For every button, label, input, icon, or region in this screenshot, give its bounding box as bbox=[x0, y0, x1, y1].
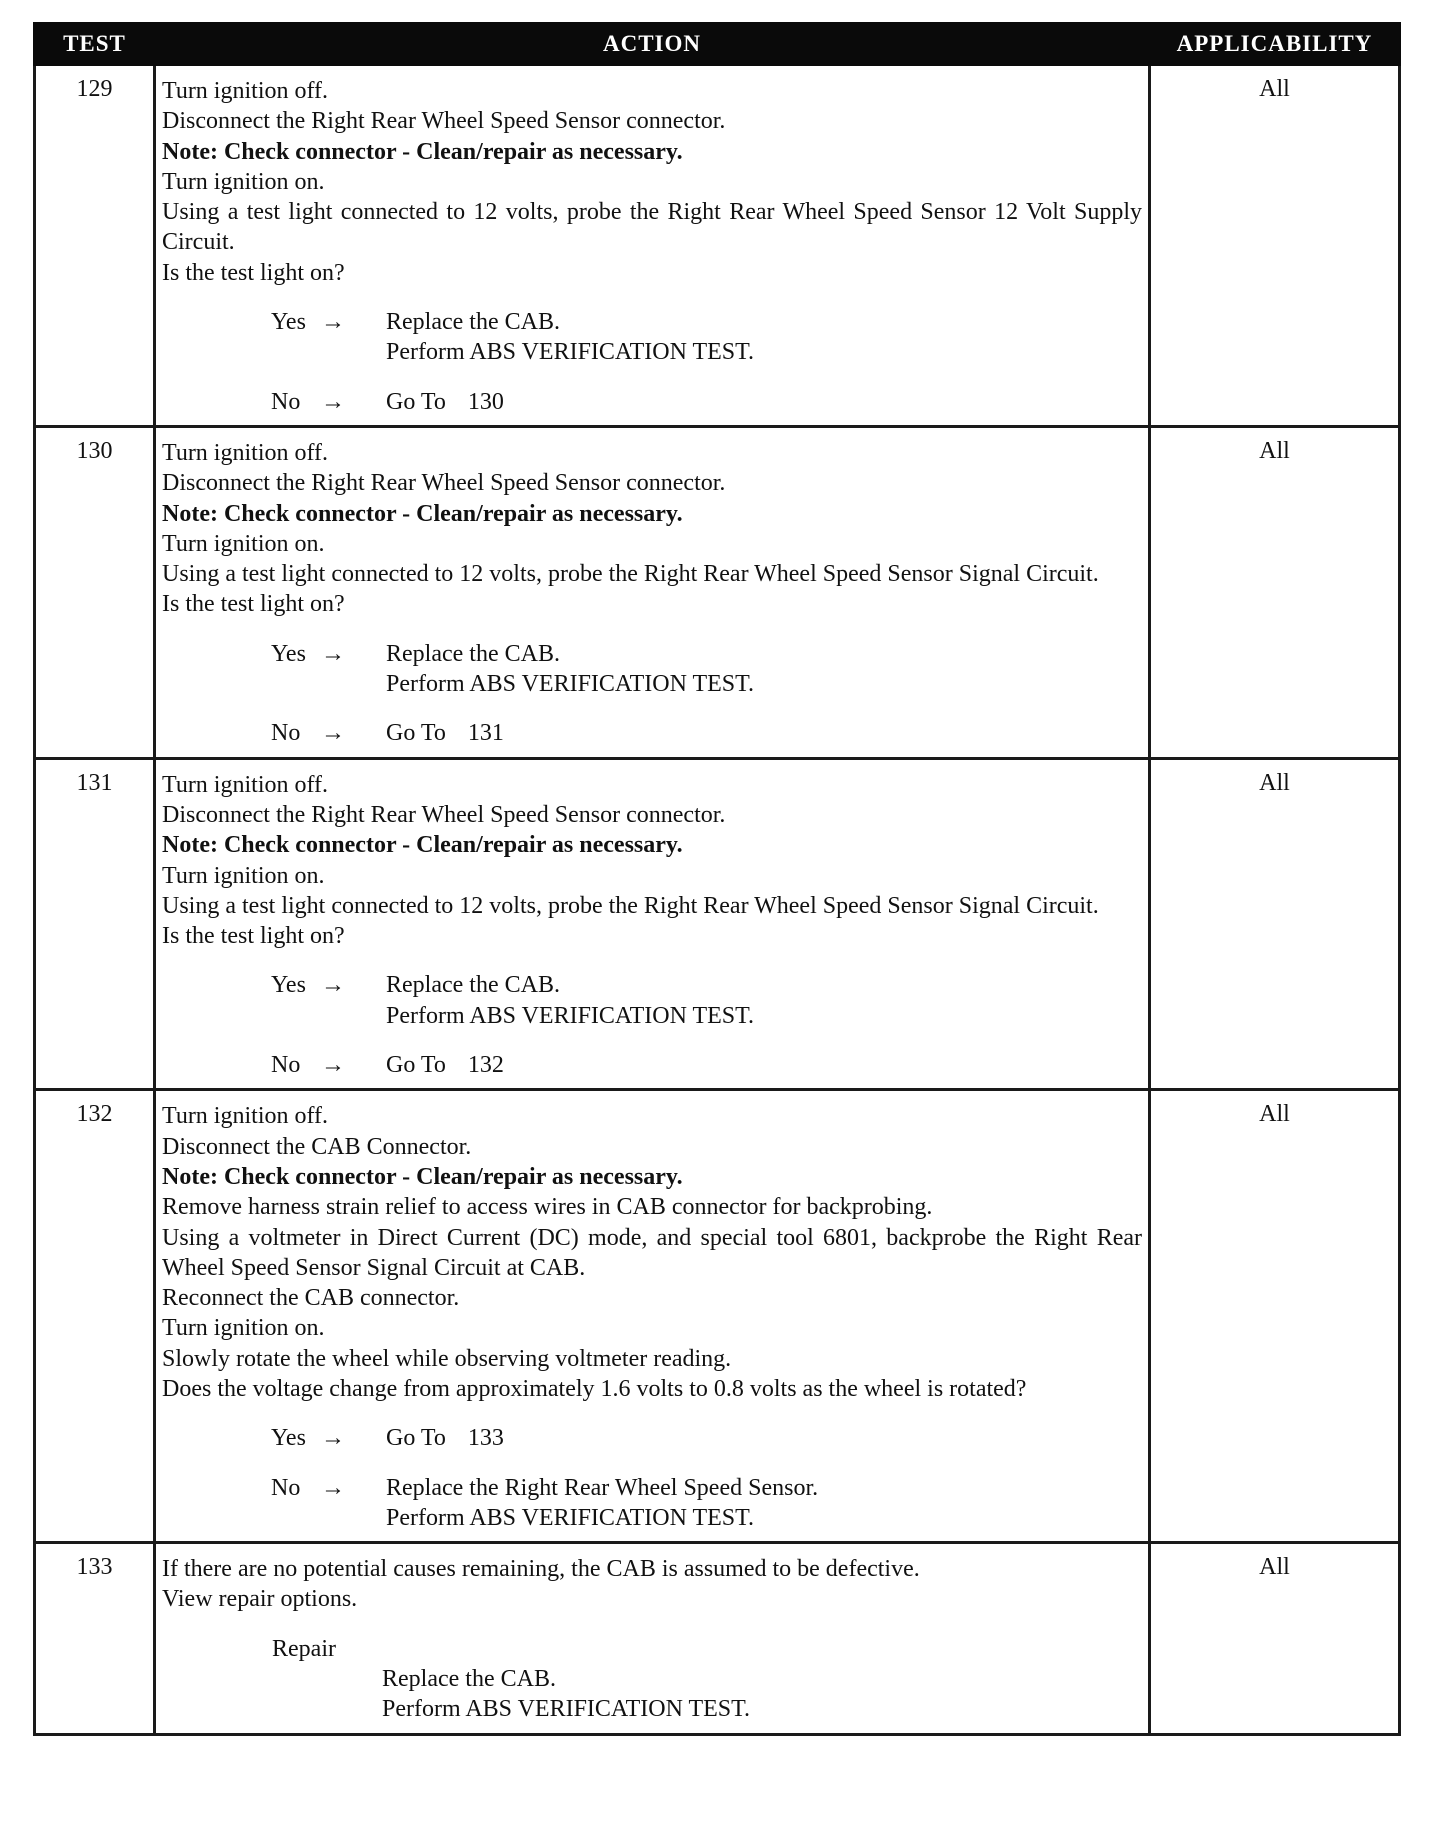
step: Disconnect the Right Rear Wheel Speed Sensor connector. bbox=[162, 801, 726, 828]
goto-label: Go To bbox=[386, 720, 446, 747]
test-number: 132 bbox=[35, 1090, 155, 1543]
applicability: All bbox=[1150, 65, 1400, 427]
test-number: 129 bbox=[35, 65, 155, 427]
no-branch bbox=[271, 387, 1142, 417]
no-label: No bbox=[271, 388, 301, 415]
goto-label: Go To bbox=[386, 1052, 446, 1079]
repair-label: Repair bbox=[272, 1635, 336, 1662]
result-line: Replace the CAB. bbox=[386, 972, 560, 999]
test-number: 133 bbox=[35, 1543, 155, 1735]
result-line: Perform ABS VERIFICATION TEST. bbox=[382, 1696, 751, 1723]
yes-result bbox=[386, 1423, 1142, 1453]
no-label: No bbox=[271, 1474, 301, 1501]
question: Does the voltage change from approximately 1.6 volts to 0.8 volts as the wheel is rotated? bbox=[162, 1375, 1027, 1402]
diagnostic-test-table bbox=[33, 22, 1401, 1736]
result-line: Replace the CAB. bbox=[382, 1666, 556, 1693]
applicability: All bbox=[1150, 1543, 1400, 1735]
action-cell bbox=[155, 758, 1150, 1090]
yes-label: Yes bbox=[271, 640, 306, 667]
note: Note: Check connector - Clean/repair as necessary. bbox=[162, 138, 683, 165]
header-applicability: APPLICABILITY bbox=[1150, 24, 1400, 65]
action-cell bbox=[155, 1543, 1150, 1735]
yes-branch bbox=[271, 639, 1142, 700]
step: Turn ignition on. bbox=[162, 862, 325, 889]
applicability: All bbox=[1150, 758, 1400, 1090]
result-line: Replace the CAB. bbox=[386, 309, 560, 336]
note: Note: Check connector - Clean/repair as necessary. bbox=[162, 500, 683, 527]
note: Note: Check connector - Clean/repair as necessary. bbox=[162, 1163, 683, 1190]
note: Note: Check connector - Clean/repair as necessary. bbox=[162, 832, 683, 859]
right-arrow-icon: → bbox=[321, 720, 345, 747]
question: Is the test light on? bbox=[162, 259, 345, 286]
step: Slowly rotate the wheel while observing voltmeter reading. bbox=[162, 1345, 732, 1372]
no-label: No bbox=[271, 720, 301, 747]
result-line: Perform ABS VERIFICATION TEST. bbox=[386, 671, 755, 698]
header-action: ACTION bbox=[155, 24, 1150, 65]
step: Turn ignition on. bbox=[162, 530, 325, 557]
yes-result bbox=[386, 307, 1142, 368]
yes-branch bbox=[271, 307, 1142, 368]
test-number: 130 bbox=[35, 426, 155, 758]
no-branch bbox=[271, 1473, 1142, 1534]
test-number: 131 bbox=[35, 758, 155, 1090]
yes-result bbox=[386, 970, 1142, 1031]
right-arrow-icon: → bbox=[321, 972, 345, 999]
test-row-133 bbox=[35, 1543, 1400, 1735]
yes-label: Yes bbox=[271, 972, 306, 999]
step: Turn ignition on. bbox=[162, 168, 325, 195]
step: Disconnect the Right Rear Wheel Speed Sensor connector. bbox=[162, 108, 726, 135]
no-label: No bbox=[271, 1052, 301, 1079]
result-line: Perform ABS VERIFICATION TEST. bbox=[386, 339, 755, 366]
step: Using a test light connected to 12 volts, probe the Right Rear Wheel Speed Sensor 12 Volt Supply Circuit. bbox=[162, 199, 1142, 256]
step: Turn ignition off. bbox=[162, 1103, 329, 1130]
test-row-130 bbox=[35, 426, 1400, 758]
goto-target: 133 bbox=[467, 1425, 504, 1452]
step: Turn ignition off. bbox=[162, 439, 329, 466]
no-result bbox=[386, 1050, 1142, 1080]
yes-label: Yes bbox=[271, 309, 306, 336]
header-test: TEST bbox=[35, 24, 155, 65]
step: View repair options. bbox=[162, 1586, 358, 1613]
test-row-131 bbox=[35, 758, 1400, 1090]
yes-result bbox=[386, 639, 1142, 700]
step: Disconnect the CAB Connector. bbox=[162, 1133, 472, 1160]
goto-target: 131 bbox=[467, 720, 504, 747]
step: Remove harness strain relief to access wires in CAB connector for backprobing. bbox=[162, 1194, 933, 1221]
yes-branch bbox=[271, 1423, 1142, 1453]
header-row bbox=[35, 24, 1400, 65]
no-result bbox=[386, 1473, 1142, 1534]
result-line: Replace the CAB. bbox=[386, 640, 560, 667]
step: Using a test light connected to 12 volts, probe the Right Rear Wheel Speed Sensor Signal Circuit. bbox=[162, 561, 1099, 588]
no-result bbox=[386, 718, 1142, 748]
right-arrow-icon: → bbox=[321, 1052, 345, 1079]
step: Disconnect the Right Rear Wheel Speed Sensor connector. bbox=[162, 470, 726, 497]
action-cell bbox=[155, 426, 1150, 758]
no-result bbox=[386, 387, 1142, 417]
yes-branch bbox=[271, 970, 1142, 1031]
test-row-132 bbox=[35, 1090, 1400, 1543]
step: Turn ignition on. bbox=[162, 1315, 325, 1342]
applicability: All bbox=[1150, 426, 1400, 758]
question: Is the test light on? bbox=[162, 591, 345, 618]
right-arrow-icon: → bbox=[321, 1474, 345, 1501]
result-line: Perform ABS VERIFICATION TEST. bbox=[386, 1002, 755, 1029]
result-line: Replace the Right Rear Wheel Speed Sensor. bbox=[386, 1474, 819, 1501]
step: Using a test light connected to 12 volts, probe the Right Rear Wheel Speed Sensor Signal Circuit. bbox=[162, 892, 1099, 919]
step: Turn ignition off. bbox=[162, 771, 329, 798]
goto-label: Go To bbox=[386, 388, 446, 415]
repair-result bbox=[382, 1664, 1142, 1725]
question: Is the test light on? bbox=[162, 923, 345, 950]
action-cell bbox=[155, 1090, 1150, 1543]
goto-label: Go To bbox=[386, 1425, 446, 1452]
right-arrow-icon: → bbox=[321, 640, 345, 667]
no-branch bbox=[271, 1050, 1142, 1080]
step: If there are no potential causes remaining, the CAB is assumed to be defective. bbox=[162, 1556, 920, 1583]
yes-label: Yes bbox=[271, 1425, 306, 1452]
no-branch bbox=[271, 718, 1142, 748]
result-line: Perform ABS VERIFICATION TEST. bbox=[386, 1504, 755, 1531]
step: Reconnect the CAB connector. bbox=[162, 1285, 460, 1312]
right-arrow-icon: → bbox=[321, 388, 345, 415]
goto-target: 130 bbox=[467, 388, 504, 415]
applicability: All bbox=[1150, 1090, 1400, 1543]
right-arrow-icon: → bbox=[321, 309, 345, 336]
step: Using a voltmeter in Direct Current (DC) mode, and special tool 6801, backprobe the Right Rear Wheel Speed Sensor Signal Circuit at CAB. bbox=[162, 1224, 1142, 1281]
right-arrow-icon: → bbox=[321, 1425, 345, 1452]
goto-target: 132 bbox=[467, 1052, 504, 1079]
test-row-129 bbox=[35, 65, 1400, 427]
action-cell bbox=[155, 65, 1150, 427]
step: Turn ignition off. bbox=[162, 78, 329, 104]
